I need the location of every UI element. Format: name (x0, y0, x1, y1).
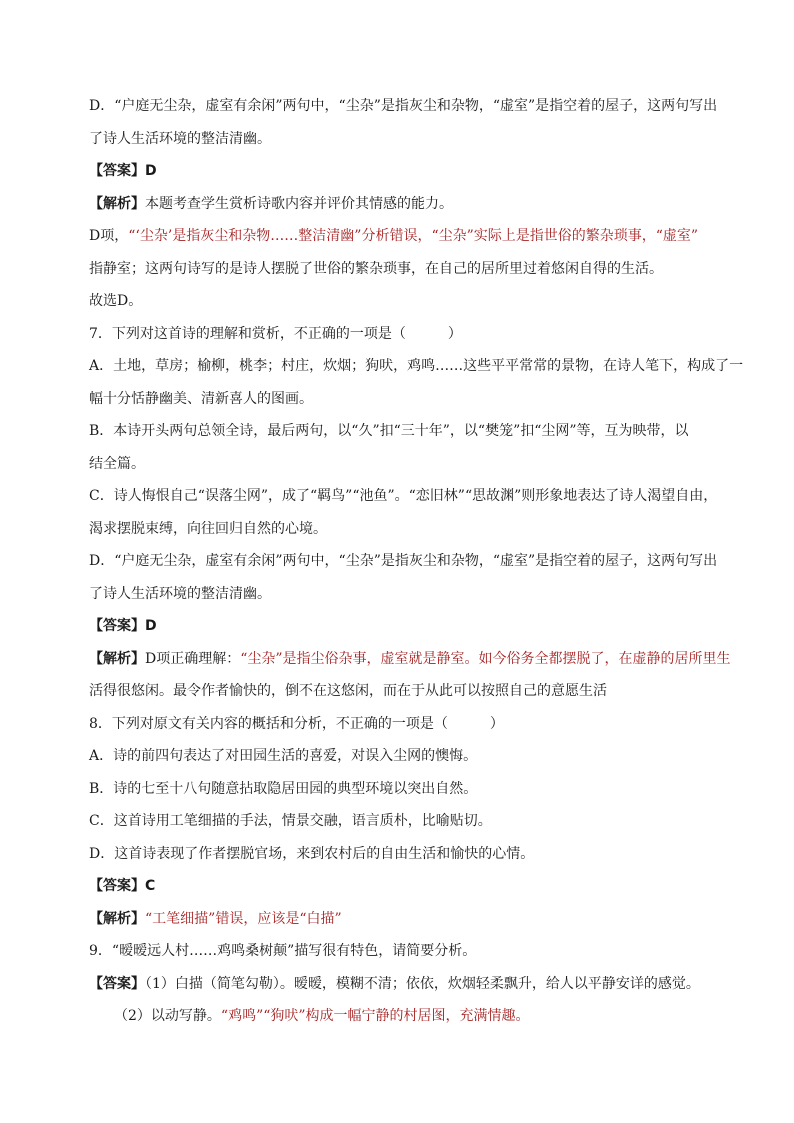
detail-highlight: “‘尘杂’是指灰尘和杂物……整洁清幽”分析错误，“尘杂”实际上是指世俗的繁杂琐事，“虚室” (128, 228, 699, 244)
answer-label: 【答案】 (89, 975, 145, 992)
analysis-label: 【解析】 (89, 195, 145, 212)
q8-option-b: B．诗的七至十八句随意拈取隐居田园的典型环境以突出自然。 (89, 780, 478, 797)
answer-label: 【答案】 (89, 163, 145, 179)
analysis-prefix: D项正确理解： (145, 650, 241, 667)
q9-stem: 9．“暧暧远人村……鸡鸣桑树颠”描写很有特色，请简要分析。 (89, 943, 477, 959)
point-2-prefix: （2）以动写静。 (114, 1008, 221, 1024)
q6-detail-cont: 指静室；这两句诗写的是诗人摆脱了世俗的繁杂琐事，在自己的居所里过着悠闲自得的生活。 (89, 260, 663, 277)
analysis-label: 【解析】 (89, 650, 145, 667)
q6-answer (89, 161, 729, 181)
q6-analysis (89, 194, 729, 214)
answer-value: C (145, 878, 156, 894)
q7-option-c: C．诗人悔恨自己“误落尘网”，成了“羁鸟”“池鱼”。“恋旧林”“思故渊”则形象地表达了诗人渴望自由， (89, 488, 718, 504)
q7-option-d: D．“户庭无尘杂，虚室有余闲”两句中，“尘杂”是指灰尘和杂物，“虚室”是指空着的屋子，这两句写出 (89, 553, 718, 569)
q7-option-a: A．土地，草房；榆柳，桃李；村庄，炊烟；狗吠，鸡鸣……这些平平常常的景物，在诗人笔下，构成了一 (89, 358, 744, 374)
q7-option-a-cont: 幅十分恬静幽美、清新喜人的图画。 (89, 390, 313, 407)
q8-option-a: A．诗的前四句表达了对田园生活的喜爱，对误入尘网的懊悔。 (89, 748, 478, 764)
q9-answer-point-2 (89, 1006, 729, 1026)
point-1-text: （1）白描（简笔勾勒）。暧暧，模糊不清；依依，炊烟轻柔飘升，给人以平静安详的感觉。 (145, 975, 700, 992)
q8-stem: 8．下列对原文有关内容的概括和分析，不正确的一项是（ ） (89, 715, 504, 732)
analysis-text: 本题考查学生赏析诗歌内容并评价其情感的能力。 (145, 195, 453, 212)
q7-option-b: B．本诗开头两句总领全诗，最后两句，以“久”扣“三十年”，以“樊笼”扣“尘网”等，互为映带，以 (89, 423, 689, 439)
analysis-highlight: “工笔细描”错误，应该是“白描” (145, 910, 342, 927)
q7-analysis-cont: 活得很悠闲。最令作者愉快的，倒不在这悠闲，而在于从此可以按照自己的意愿生活 (89, 683, 607, 699)
q9-answer-point-1 (89, 974, 729, 994)
answer-value: D (145, 163, 157, 179)
q8-option-c: C．这首诗用工笔细描的手法，情景交融，语言质朴，比喻贴切。 (89, 813, 492, 829)
document-page (89, 96, 744, 1039)
q7-option-c-cont: 渴求摆脱束缚，向往回归自然的心境。 (89, 520, 327, 537)
answer-value: D (145, 618, 157, 634)
answer-label: 【答案】 (89, 618, 145, 634)
detail-prefix: D项， (89, 228, 129, 244)
analysis-highlight: “尘杂”是指尘俗杂事，虚室就是静室。如今俗务全都摆脱了，在虚静的居所里生 (240, 650, 731, 667)
q6-detail (89, 226, 729, 246)
q8-option-d: D．这首诗表现了作者摆脱官场，来到农村后的自由生活和愉快的心情。 (89, 845, 535, 862)
q7-option-d-cont: 了诗人生活环境的整洁清幽。 (89, 585, 271, 602)
q8-answer (89, 876, 729, 896)
q8-analysis (89, 909, 729, 929)
q7-answer (89, 616, 729, 636)
q7-stem: 7．下列对这首诗的理解和赏析，不正确的一项是（ ） (89, 325, 462, 342)
q6-option-d-cont: 了诗人生活环境的整洁清幽。 (89, 130, 271, 147)
q7-analysis (89, 649, 729, 669)
q6-option-d: D．“户庭无尘杂，虚室有余闲”两句中，“尘杂”是指灰尘和杂物，“虚室”是指空着的屋子，这两句写出 (89, 98, 718, 114)
answer-label: 【答案】 (89, 878, 145, 894)
point-2-highlight: “鸡鸣”“狗吠”构成一幅宁静的村居图，充满情趣。 (220, 1008, 530, 1024)
analysis-label: 【解析】 (89, 910, 145, 927)
q7-option-b-cont: 结全篇。 (89, 455, 145, 472)
q6-conclusion: 故选D。 (89, 293, 143, 309)
